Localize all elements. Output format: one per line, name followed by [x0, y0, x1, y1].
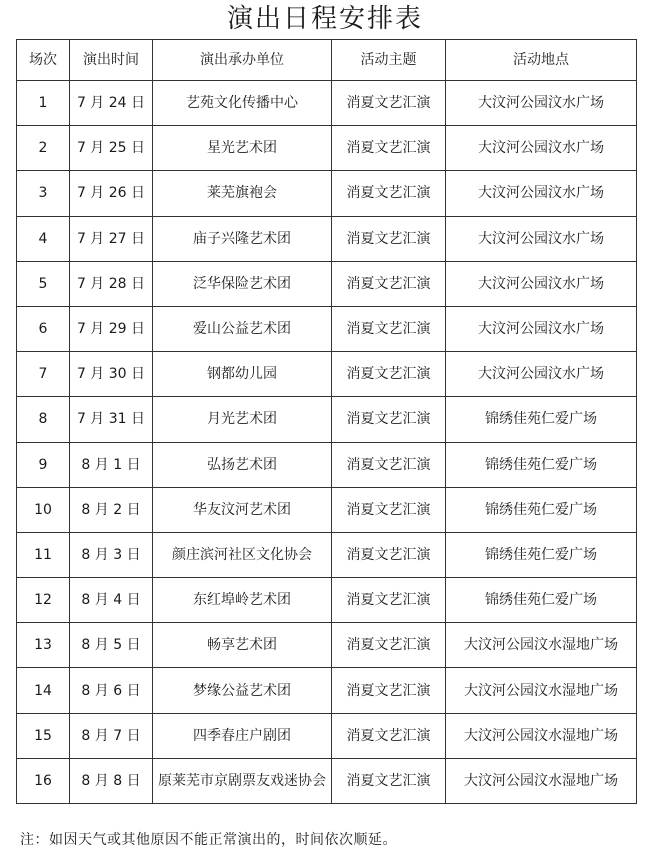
- venue-cell: 大汶河公园汶水湿地广场: [446, 758, 637, 803]
- date-cell: 8 月 2 日: [70, 487, 153, 532]
- theme-cell: 消夏文艺汇演: [332, 578, 446, 623]
- session-cell: 2: [17, 126, 70, 171]
- theme-cell: 消夏文艺汇演: [332, 758, 446, 803]
- table-row: [17, 758, 637, 803]
- date-cell: 7 月 30 日: [70, 352, 153, 397]
- venue-cell: 大汶河公园汶水广场: [446, 171, 637, 216]
- date-cell: 8 月 7 日: [70, 713, 153, 758]
- date-cell: 7 月 28 日: [70, 261, 153, 306]
- session-cell: 5: [17, 261, 70, 306]
- date-cell: 7 月 27 日: [70, 216, 153, 261]
- table-header-row: [17, 40, 637, 81]
- theme-cell: 消夏文艺汇演: [332, 261, 446, 306]
- venue-cell: 大汶河公园汶水广场: [446, 352, 637, 397]
- date-cell: 7 月 31 日: [70, 397, 153, 442]
- venue-cell: 大汶河公园汶水广场: [446, 261, 637, 306]
- theme-cell: 消夏文艺汇演: [332, 668, 446, 713]
- theme-cell: 消夏文艺汇演: [332, 442, 446, 487]
- organizer-cell: 弘扬艺术团: [153, 442, 332, 487]
- session-cell: 16: [17, 758, 70, 803]
- date-cell: 7 月 26 日: [70, 171, 153, 216]
- organizer-cell: 畅享艺术团: [153, 623, 332, 668]
- session-cell: 6: [17, 306, 70, 351]
- venue-cell: 大汶河公园汶水广场: [446, 126, 637, 171]
- table-row: [17, 397, 637, 442]
- table-row: [17, 261, 637, 306]
- table-row: [17, 352, 637, 397]
- session-cell: 14: [17, 668, 70, 713]
- table-row: [17, 306, 637, 351]
- header-session: 场次: [17, 40, 70, 81]
- organizer-cell: 华友汶河艺术团: [153, 487, 332, 532]
- schedule-table: [16, 39, 637, 804]
- date-cell: 8 月 3 日: [70, 532, 153, 577]
- session-cell: 10: [17, 487, 70, 532]
- table-row: [17, 126, 637, 171]
- session-cell: 8: [17, 397, 70, 442]
- footnote: 注：如因天气或其他原因不能正常演出的，时间依次顺延。: [20, 832, 397, 848]
- table-row: [17, 668, 637, 713]
- venue-cell: 大汶河公园汶水湿地广场: [446, 623, 637, 668]
- organizer-cell: 原莱芜市京剧票友戏迷协会: [153, 758, 332, 803]
- table-row: [17, 442, 637, 487]
- venue-cell: 锦绣佳苑仁爱广场: [446, 487, 637, 532]
- organizer-cell: 艺苑文化传播中心: [153, 81, 332, 126]
- date-cell: 8 月 8 日: [70, 758, 153, 803]
- session-cell: 9: [17, 442, 70, 487]
- organizer-cell: 爱山公益艺术团: [153, 306, 332, 351]
- theme-cell: 消夏文艺汇演: [332, 713, 446, 758]
- organizer-cell: 庙子兴隆艺术团: [153, 216, 332, 261]
- session-cell: 13: [17, 623, 70, 668]
- venue-cell: 大汶河公园汶水湿地广场: [446, 713, 637, 758]
- organizer-cell: 泛华保险艺术团: [153, 261, 332, 306]
- session-cell: 12: [17, 578, 70, 623]
- organizer-cell: 钢都幼儿园: [153, 352, 332, 397]
- session-cell: 1: [17, 81, 70, 126]
- date-cell: 8 月 6 日: [70, 668, 153, 713]
- theme-cell: 消夏文艺汇演: [332, 487, 446, 532]
- table-row: [17, 216, 637, 261]
- date-cell: 7 月 29 日: [70, 306, 153, 351]
- theme-cell: 消夏文艺汇演: [332, 216, 446, 261]
- header-theme: 活动主题: [332, 40, 446, 81]
- table-row: [17, 487, 637, 532]
- session-cell: 7: [17, 352, 70, 397]
- date-cell: 8 月 1 日: [70, 442, 153, 487]
- theme-cell: 消夏文艺汇演: [332, 352, 446, 397]
- organizer-cell: 四季春庄户剧团: [153, 713, 332, 758]
- table-row: [17, 623, 637, 668]
- theme-cell: 消夏文艺汇演: [332, 306, 446, 351]
- venue-cell: 大汶河公园汶水湿地广场: [446, 668, 637, 713]
- table-row: [17, 578, 637, 623]
- organizer-cell: 星光艺术团: [153, 126, 332, 171]
- theme-cell: 消夏文艺汇演: [332, 623, 446, 668]
- theme-cell: 消夏文艺汇演: [332, 81, 446, 126]
- page-title: 演出日程安排表: [226, 4, 423, 34]
- table-row: [17, 713, 637, 758]
- organizer-cell: 梦缘公益艺术团: [153, 668, 332, 713]
- theme-cell: 消夏文艺汇演: [332, 532, 446, 577]
- venue-cell: 锦绣佳苑仁爱广场: [446, 442, 637, 487]
- venue-cell: 锦绣佳苑仁爱广场: [446, 578, 637, 623]
- venue-cell: 大汶河公园汶水广场: [446, 81, 637, 126]
- header-organizer: 演出承办单位: [153, 40, 332, 81]
- date-cell: 7 月 24 日: [70, 81, 153, 126]
- table-row: [17, 171, 637, 216]
- table-body: [17, 81, 637, 804]
- session-cell: 4: [17, 216, 70, 261]
- header-date: 演出时间: [70, 40, 153, 81]
- date-cell: 7 月 25 日: [70, 126, 153, 171]
- table-row: [17, 532, 637, 577]
- session-cell: 11: [17, 532, 70, 577]
- venue-cell: 锦绣佳苑仁爱广场: [446, 532, 637, 577]
- header-venue: 活动地点: [446, 40, 637, 81]
- organizer-cell: 月光艺术团: [153, 397, 332, 442]
- venue-cell: 锦绣佳苑仁爱广场: [446, 397, 637, 442]
- organizer-cell: 颜庄滨河社区文化协会: [153, 532, 332, 577]
- date-cell: 8 月 4 日: [70, 578, 153, 623]
- theme-cell: 消夏文艺汇演: [332, 171, 446, 216]
- theme-cell: 消夏文艺汇演: [332, 126, 446, 171]
- session-cell: 15: [17, 713, 70, 758]
- theme-cell: 消夏文艺汇演: [332, 397, 446, 442]
- organizer-cell: 东红埠岭艺术团: [153, 578, 332, 623]
- table-row: [17, 81, 637, 126]
- venue-cell: 大汶河公园汶水广场: [446, 306, 637, 351]
- date-cell: 8 月 5 日: [70, 623, 153, 668]
- organizer-cell: 莱芜旗袍会: [153, 171, 332, 216]
- venue-cell: 大汶河公园汶水广场: [446, 216, 637, 261]
- session-cell: 3: [17, 171, 70, 216]
